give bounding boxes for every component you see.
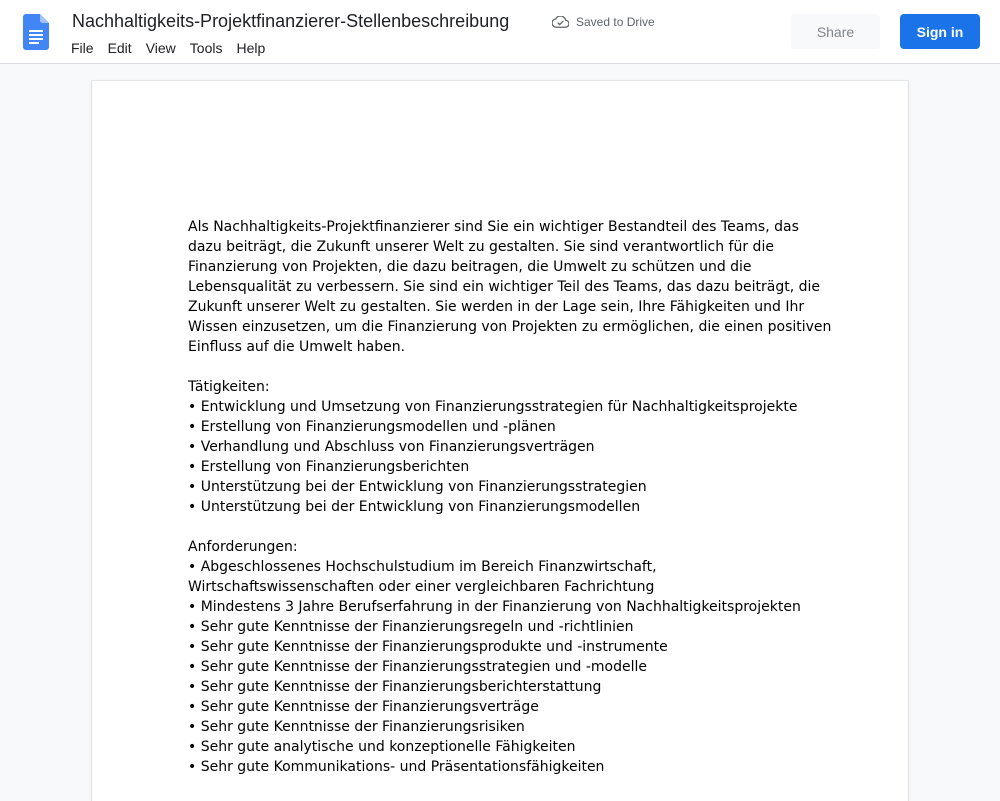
google-docs-icon[interactable]	[23, 14, 49, 50]
menu-tools[interactable]: Tools	[189, 40, 223, 56]
requirement-item: • Sehr gute analytische und konzeptionelle Fähigkeiten	[188, 739, 576, 755]
cloud-done-icon	[552, 16, 569, 28]
paragraph-gap	[188, 517, 828, 537]
menu-edit[interactable]: Edit	[107, 40, 132, 56]
tasks-list	[188, 397, 828, 517]
intro-line: dazu beiträgt, die Zukunft unserer Welt zu gestalten. Sie sind verantwortlich für die	[188, 239, 774, 255]
intro-line: Einfluss auf die Umwelt haben.	[188, 339, 406, 355]
requirement-item: • Sehr gute Kenntnisse der Finanzierungsstrategien und -modelle	[188, 659, 647, 675]
task-item: • Entwicklung und Umsetzung von Finanzierungsstrategien für Nachhaltigkeitsprojekte	[188, 399, 798, 415]
intro-line: Lebensqualität zu verbessern. Sie sind ein wichtiger Teil des Teams, das dazu beiträgt, die	[188, 279, 821, 295]
requirement-item: • Sehr gute Kenntnisse der Finanzierungsprodukte und -instrumente	[188, 639, 668, 655]
requirement-item: • Sehr gute Kenntnisse der Finanzierungsregeln und -richtlinien	[188, 619, 634, 635]
task-item: • Erstellung von Finanzierungsberichten	[188, 459, 470, 475]
requirement-item: • Sehr gute Kenntnisse der Finanzierungsverträge	[188, 699, 539, 715]
menu-help[interactable]: Help	[236, 40, 266, 56]
sign-in-button[interactable]: Sign in	[900, 14, 980, 49]
menu-bar	[64, 38, 272, 58]
requirements-list	[188, 557, 828, 777]
requirement-item: • Abgeschlossenes Hochschulstudium im Bereich Finanzwirtschaft,	[188, 559, 657, 575]
share-button[interactable]: Share	[791, 14, 880, 49]
tasks-heading: Tätigkeiten:	[188, 379, 270, 395]
save-status-label: Saved to Drive	[576, 15, 655, 29]
requirement-item: • Mindestens 3 Jahre Berufserfahrung in der Finanzierung von Nachhaltigkeitsprojekten	[188, 599, 801, 615]
task-item: • Unterstützung bei der Entwicklung von Finanzierungsmodellen	[188, 499, 641, 515]
document-page[interactable]	[92, 81, 908, 801]
task-item: • Erstellung von Finanzierungsmodellen und -plänen	[188, 419, 556, 435]
requirements-heading: Anforderungen:	[188, 539, 298, 555]
requirement-item: Wirtschaftswissenschaften oder einer vergleichbaren Fachrichtung	[188, 579, 655, 595]
task-item: • Unterstützung bei der Entwicklung von Finanzierungsstrategien	[188, 479, 647, 495]
intro-paragraph	[188, 217, 832, 357]
intro-line: Zukunft unserer Welt zu gestalten. Sie werden in der Lage sein, Ihre Fähigkeiten und Ihr	[188, 299, 805, 315]
requirement-item: • Sehr gute Kenntnisse der Finanzierungsrisiken	[188, 719, 525, 735]
requirement-item: • Sehr gute Kommunikations- und Präsentationsfähigkeiten	[188, 759, 605, 775]
menu-view[interactable]: View	[145, 40, 176, 56]
task-item: • Verhandlung und Abschluss von Finanzierungsverträgen	[188, 439, 595, 455]
paragraph-gap	[188, 357, 828, 377]
intro-line: Wissen einzusetzen, um die Finanzierung von Projekten zu ermöglichen, die einen positiven	[188, 319, 832, 335]
requirement-item: • Sehr gute Kenntnisse der Finanzierungsberichterstattung	[188, 679, 602, 695]
save-status[interactable]	[552, 13, 655, 31]
document-body[interactable]	[188, 217, 832, 777]
menu-file[interactable]: File	[71, 40, 94, 56]
top-bar	[0, 0, 1000, 64]
document-title[interactable]: Nachhaltigkeits-Projektfinanzierer-Stellenbeschreibung	[72, 11, 510, 31]
intro-line: Finanzierung von Projekten, die dazu beitragen, die Umwelt zu schützen und die	[188, 259, 752, 275]
intro-line: Als Nachhaltigkeits-Projektfinanzierer sind Sie ein wichtiger Bestandteil des Teams, das	[188, 219, 799, 235]
